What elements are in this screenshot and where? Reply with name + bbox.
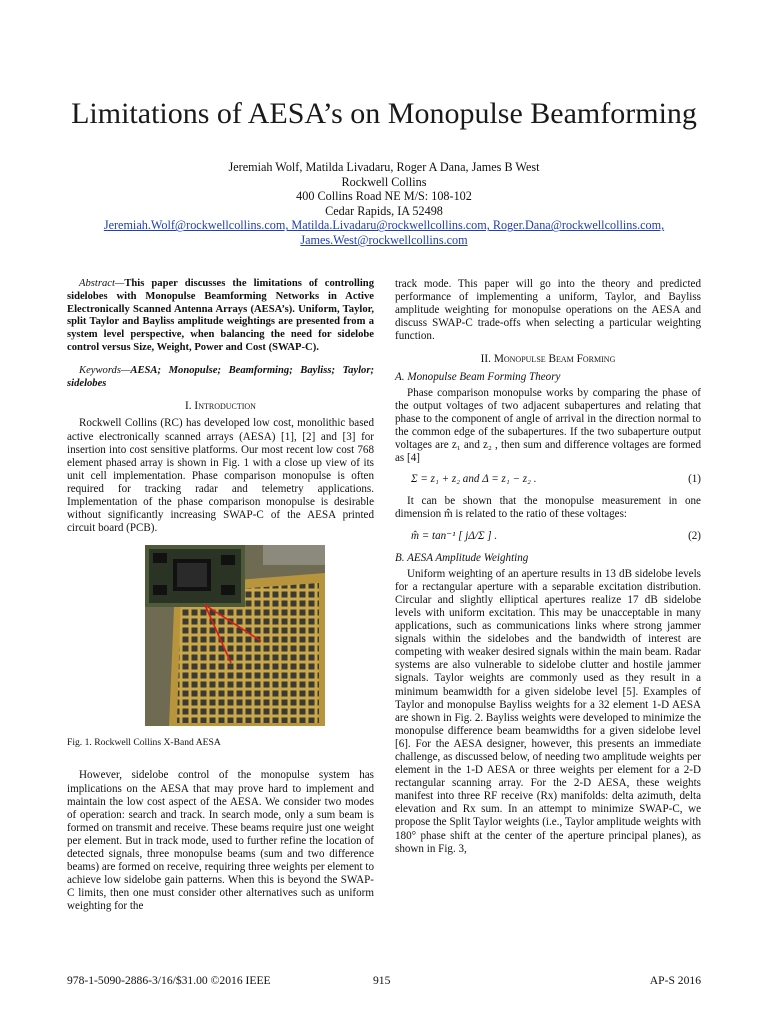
- right-paragraph-0: track mode. This paper will go into the theory and predicted performance of implementing a uniform, Taylor, and Bayliss amplitude weighting for monopulse operations on the AESA and discuss SWAP-C trade-offs when selecting a particular weighting function.: [395, 278, 701, 343]
- author-emails-2[interactable]: James.West@rockwellcollins.com: [300, 232, 468, 247]
- equation-2: [395, 530, 701, 543]
- author-block: [40, 160, 728, 248]
- section-1-heading: I. Introduction: [185, 400, 256, 413]
- equation-2-number: (2): [688, 529, 701, 542]
- section-2-heading: II. Monopulse Beam Forming: [480, 353, 616, 366]
- author-address-1: 400 Collins Road NE M/S: 108-102: [296, 189, 472, 204]
- author-address-2: Cedar Rapids, IA 52498: [325, 203, 443, 218]
- author-org: Rockwell Collins: [341, 174, 427, 189]
- keywords: [67, 365, 374, 391]
- equation-1: [395, 473, 701, 486]
- subsection-a-heading: A. Monopulse Beam Forming Theory: [395, 370, 561, 383]
- equation-1-body: Σ = z₁ + z₂ and Δ = z₁ − z₂ .: [411, 473, 537, 486]
- paper-title: Limitations of AESA’s on Monopulse Beamforming: [71, 97, 697, 130]
- author-names: Jeremiah Wolf, Matilda Livadaru, Roger A Dana, James B West: [228, 160, 540, 174]
- figure-1-aesa-photo: [145, 545, 325, 726]
- abstract-lead: Abstract—: [79, 278, 125, 289]
- footer-copyright: 978-1-5090-2886-3/16/$31.00 ©2016 IEEE: [67, 974, 271, 987]
- keywords-lead: Keywords—: [79, 364, 131, 376]
- abstract-text: This paper discusses the limitations of controlling sidelobes with Monopulse Beamforming Networks in Active Electronically Scanned Antenna Arrays (AESA’s). Uniform, Taylor, split Taylor and Bayliss amplitude weightings are presented from a system level perspective, when balancing the need for sidelobe control versus Size, Weight, Power and Cost (SWAP-C).: [67, 278, 374, 353]
- author-emails-1[interactable]: Jeremiah.Wolf@rockwellcollins.com, Matilda.Livadaru@rockwellcollins.com, Roger.Dana@rockwellcollins.com,: [103, 218, 665, 233]
- weighting-paragraph-1: Uniform weighting of an aperture results in 13 dB sidelobe levels for a rectangular aperture with a separable excitation distribution. Circular and slightly elliptical apertures realize 17 dB sidelobe levels with uniform excitation. This may be unacceptable in many applications, such as communications links where strong jammer signals within the sidelobes and the bandwidth of interest are competing with weaker desired signals within the main beam. Radar systems are also vulnerable to sidelobe clutter and hostile jammer signals. Taylor weights are commonly used as they result in a minimum beamwidth for a given sidelobe level [5]. Examples of Taylor and monopulse Bayliss weights for a 32 element 1-D AESA are shown in Fig. 2. Bayliss weights were developed to minimize the monopulse difference beam beamwidths for a given sidelobe level [6]. For the AESA designer, however, this presents an immediate challenge, as discussed below, of needing two amplitude weights per element in the 1-D AESA or three weights per element for a 2-D rectangular scanning array. For the 2-D AESA, these weights manifest into three RF receive (Rx) manifolds: delta azimuth, delta elevation and Rx sum. In an attempt to minimize SWAP-C, we propose the Split Taylor weights (i.e., Taylor amplitude weights with 180° phase shift at the center of the aperture principal planes), as shown in Fig. 3,: [395, 567, 701, 855]
- theory-paragraph-2: It can be shown that the monopulse measurement in one dimension m̂ is related to the ratio of these voltages:: [395, 495, 701, 521]
- subsection-b-heading: B. AESA Amplitude Weighting: [395, 551, 529, 564]
- aesa-photo-illustration: [145, 545, 325, 726]
- intro-paragraph-1: Rockwell Collins (RC) has developed low cost, monolithic based active electronically scanned arrays (AESA) [1], [2] and [3] for insertion into cost sensitive platforms. Our most recent low cost 768 element phased array is shown in Fig. 1 with a close up view of its unit cell implementation. Phase comparison monopulse is often required for tracking radar and telemetry applications. Implementation of the phase comparison monopulse is desirable without significantly increasing SWAP-C of the AESA printed circuit board (PCB).: [67, 417, 374, 535]
- equation-2-body: m̂ = tan⁻¹ [ jΔ/Σ ] .: [411, 529, 498, 542]
- left-column: [67, 278, 374, 913]
- theory-paragraph-1: Phase comparison monopulse works by comparing the phase of the output voltages of two adjacent subapertures and relating that phase to the component of angle of arrival in the direction normal to the common edge of the subapertures. If the two subaperture output voltages are z₁ and z₂ , then sum and difference voltages are formed as [4]: [395, 386, 701, 465]
- intro-paragraph-2: However, sidelobe control of the monopulse system has implications on the AESA that may prove hard to implement and maintain the low cost aspect of the AESA. We consider two modes of operation: search and track. In search mode, only a sum beam is formed on transmit and receive. These beams require just one weight per element. But in track mode, used to further refine the location of detected signals, three monopulse beams (sum and two difference beams) are formed on receive, requiring three weights per element to achieve low sidelobe gain patterns. When this is beyond the SWAP-C limits, then one must consider other alternatives such as uniform weighting for the: [67, 769, 374, 913]
- abstract: [67, 278, 374, 355]
- footer-page-number: 915: [373, 974, 391, 987]
- footer-conference: AP-S 2016: [649, 974, 701, 987]
- keywords-text: AESA; Monopulse; Beamforming; Bayliss; Taylor; sidelobes: [67, 364, 374, 389]
- right-column: [395, 278, 701, 856]
- figure-1-caption: Fig. 1. Rockwell Collins X-Band AESA: [67, 737, 221, 749]
- equation-1-number: (1): [688, 473, 701, 486]
